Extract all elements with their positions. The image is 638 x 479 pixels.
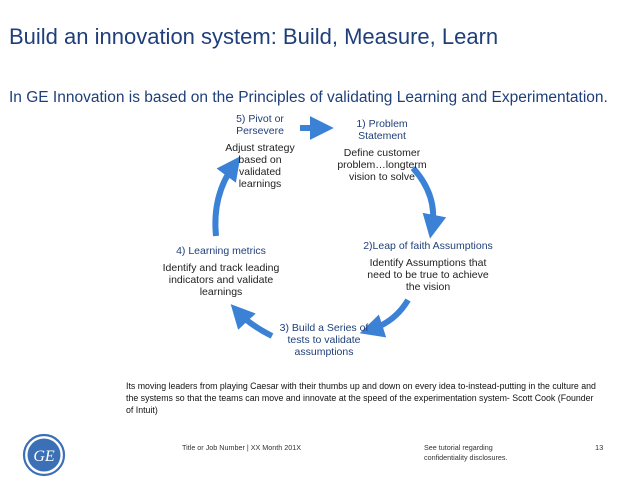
- slide-subtitle: In GE Innovation is based on the Principles of validating Learning and Experimentation.: [9, 89, 608, 106]
- step-1-description: Define customer problem…longterm vision to solve: [337, 147, 427, 183]
- step-1: [334, 118, 430, 183]
- step-5: [218, 113, 302, 190]
- step-3-title: 3) Build a Series of tests to validate assumptions: [279, 322, 369, 358]
- footer-confidentiality: See tutorial regarding confidentiality disclosures.: [424, 443, 508, 462]
- step-4-description: Identify and track leading indicators and validate learnings: [162, 262, 280, 298]
- slide-title: Build an innovation system: Build, Measure, Learn: [9, 24, 499, 49]
- step-3: [270, 322, 378, 358]
- page-number: 13: [595, 443, 604, 452]
- step-1-title: 1) Problem Statement: [356, 118, 408, 142]
- step-5-description: Adjust strategy based on validated learnings: [225, 142, 295, 190]
- step-2-title: 2)Leap of faith Assumptions: [363, 240, 493, 252]
- ge-logo: [22, 433, 66, 477]
- step-2: [362, 240, 494, 293]
- arrow-3-to-4: [238, 312, 272, 336]
- footer-title: Title or Job Number | XX Month 201X: [182, 443, 302, 452]
- step-4-title: 4) Learning metrics: [176, 245, 266, 257]
- ge-logo-text: GE: [33, 448, 55, 465]
- step-4: [158, 245, 284, 298]
- step-5-title: 5) Pivot or Persevere: [236, 113, 284, 137]
- quote: Its moving leaders from playing Caesar with their thumbs up and down on every idea to-instead-putting in the culture and the systems so that the teams can move and innovate at the speed of the experimentation system- Scott Cook (Founder of Intuit): [126, 381, 596, 415]
- step-2-description: Identify Assumptions that need to be true to achieve the vision: [367, 257, 489, 293]
